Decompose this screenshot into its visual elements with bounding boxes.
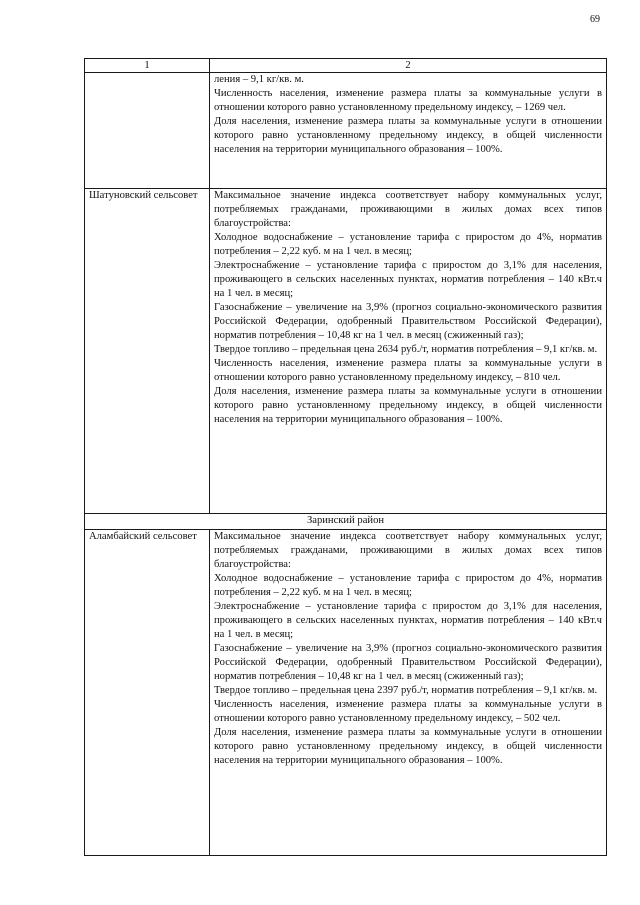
municipality-name: Аламбайский сельсовет [85,530,210,856]
table-row [85,530,607,856]
paragraph: ления – 9,1 кг/кв. м. [214,74,304,85]
paragraph: Численность населения, изменение размера платы за коммунальные услуги в отношении которого равно установленному предельному индексу, – 502 чел. [214,699,602,725]
row-description [210,530,607,856]
page-number: 69 [590,14,600,25]
municipality-name [85,73,210,189]
paragraph: Максимальное значение индекса соответствует набору коммунальных услуг, потребляемых гражданами, проживающими в жилых домах всех типов благоустройства: [214,189,602,229]
index-table [84,58,607,856]
row-description [210,188,607,514]
section-row [85,514,607,530]
paragraph: Твердое топливо – предельная цена 2634 руб./т, норматив потребления – 9,1 кг/кв. м. [214,343,598,355]
paragraph: Доля населения, изменение размера платы за коммунальные услуги в отношении которого равно установленному предельному индексу, в общей численности населения на территории муниципального образования – 100%. [214,116,602,155]
table-header-row [85,59,607,73]
paragraph: Электроснабжение – установление тарифа с приростом до 3,1% для населения, проживающего в сельских населенных пунктах, норматив потребления – 140 кВт.ч на 1 чел. в месяц; [214,259,602,299]
district-heading: Заринский район [85,514,607,530]
row-description [210,73,607,189]
column-header-2: 2 [210,59,607,73]
paragraph: Численность населения, изменение размера платы за коммунальные услуги в отношении которого равно установленному предельному индексу, – 1269 чел. [214,88,602,113]
paragraph: Газоснабжение – увеличение на 3,9% (прогноз социально-экономического развития Российской Федерации, одобренный Правительством Российской Федерации), норматив потребления – 10,48 кг на 1 чел. в месяц (сжиженный газ); [214,301,602,341]
table-row [85,188,607,514]
table-row [85,73,607,189]
paragraph: Холодное водоснабжение – установление тарифа с приростом до 4%, норматив потребления – 2,22 куб. м на 1 чел. в месяц; [214,231,602,257]
paragraph: Холодное водоснабжение – установление тарифа с приростом до 4%, норматив потребления – 2,22 куб. м на 1 чел. в месяц; [214,573,602,599]
column-header-1: 1 [85,59,210,73]
paragraph: Твердое топливо – предельная цена 2397 руб./т, норматив потребления – 9,1 кг/кв. м. [214,685,598,697]
paragraph: Максимальное значение индекса соответствует набору коммунальных услуг, потребляемых гражданами, проживающими в жилых домах всех типов благоустройства: [214,531,602,571]
paragraph: Электроснабжение – установление тарифа с приростом до 3,1% для населения, проживающего в сельских населенных пунктах, норматив потребления – 140 кВт.ч на 1 чел. в месяц; [214,601,602,641]
municipality-name: Шатуновский сельсовет [85,188,210,514]
paragraph: Газоснабжение – увеличение на 3,9% (прогноз социально-экономического развития Российской Федерации, одобренный Правительством Российской Федерации), норматив потребления – 10,48 кг на 1 чел. в месяц (сжиженный газ); [214,643,602,683]
paragraph: Доля населения, изменение размера платы за коммунальные услуги в отношении которого равно установленному предельному индексу, в общей численности населения на территории муниципального образования – 100%. [214,385,602,425]
paragraph: Доля населения, изменение размера платы за коммунальные услуги в отношении которого равно установленному предельному индексу, в общей численности населения на территории муниципального образования – 100%. [214,727,602,767]
paragraph: Численность населения, изменение размера платы за коммунальные услуги в отношении которого равно установленному предельному индексу, – 810 чел. [214,357,602,383]
